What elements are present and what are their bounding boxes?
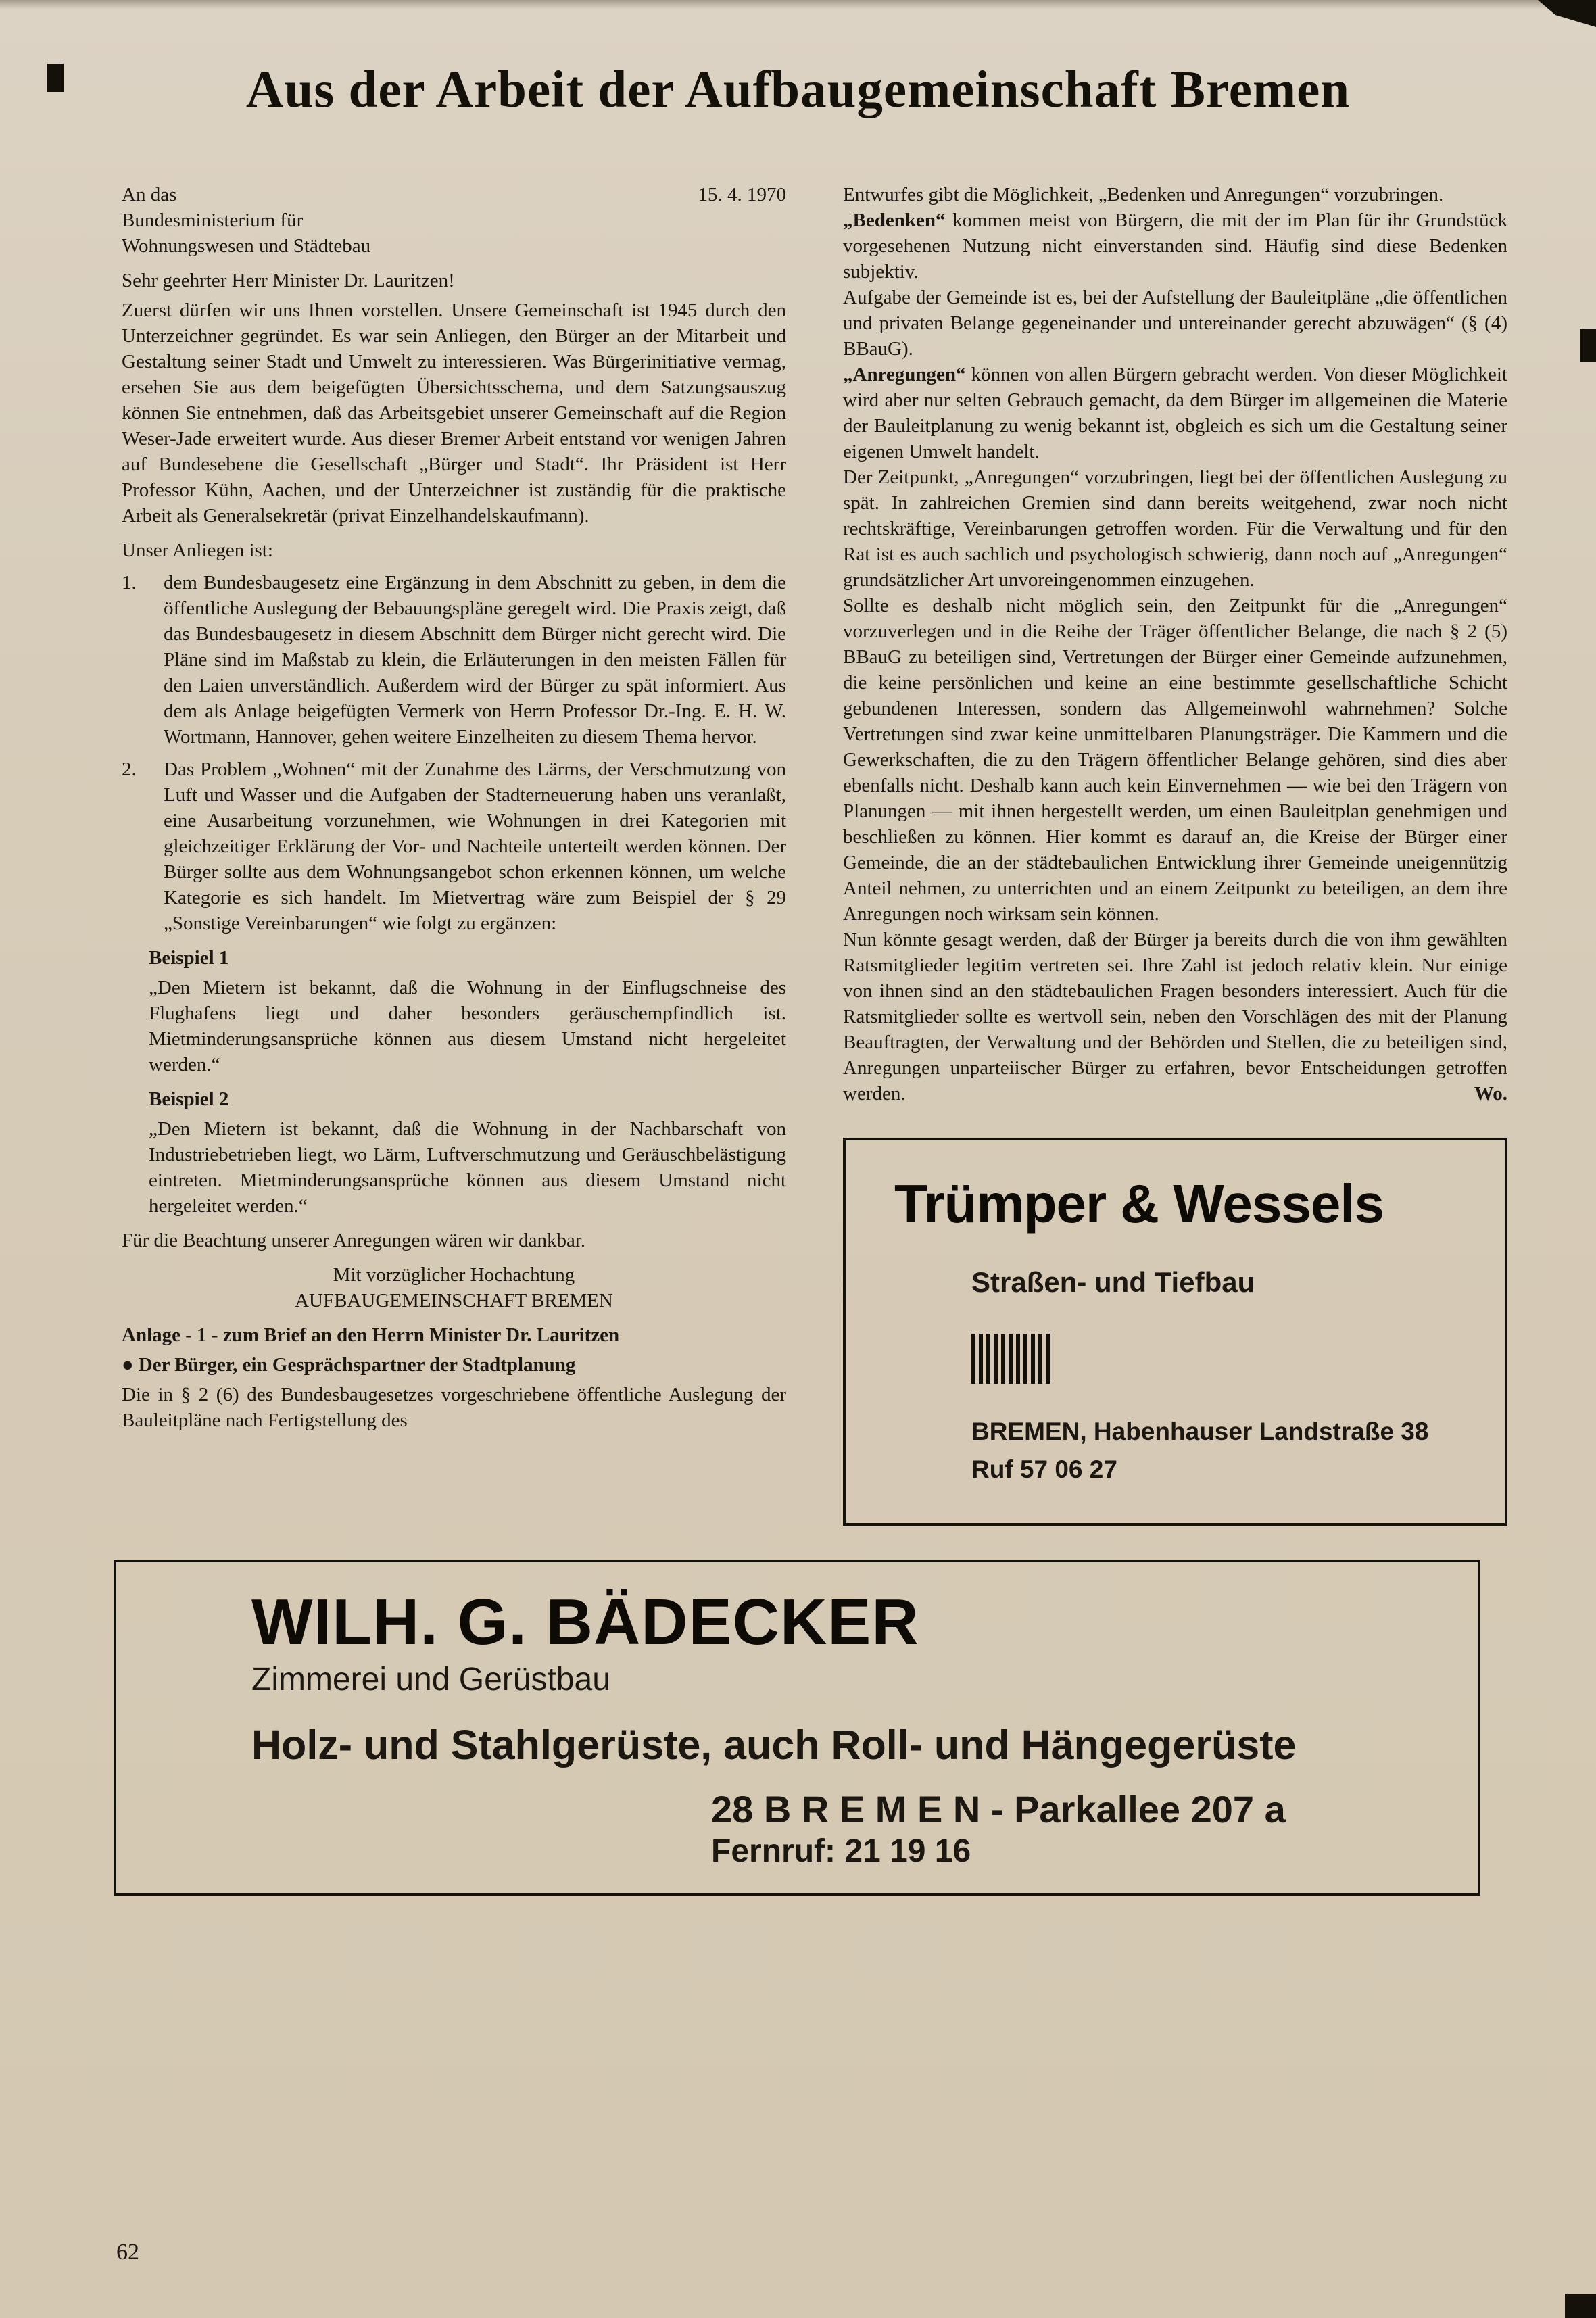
article-paragraph: Entwurfes gibt die Möglichkeit, „Bedenken und Anregungen“ vorzubringen. (843, 184, 1444, 206)
ad-tagline: Straßen- und Tiefbau (971, 1266, 1255, 1298)
list-item (122, 756, 786, 936)
ad-phone: Ruf 57 06 27 (971, 1455, 1117, 1483)
list-item-number: 2. (122, 758, 137, 780)
concern-heading: Unser Anliegen ist: (122, 539, 273, 561)
article-paragraph: Sollte es deshalb nicht möglich sein, den Zeitpunkt für die „Anregungen“ vorzuverlegen und in die Reihe der Träger öffentlicher Belange, die nach § 2 (5) BBauG zu beteiligen sind, Vertretungen der Bürger einer Gemeinde aufzunehmen, die keine persönlichen und keine an eine bestimmte gesellschaftliche Schicht gebundenen Interessen, sondern das Allgemeinwohl wahrnehmen? Solche Vertretungen sind zwar keine unmittelbaren Planungsträger. Die Kammern und die Gewerkschaften, die zu den Trägern öffentlicher Belange gehören, sind dies aber ebenfalls nicht. Deshalb kann auch kein Einvernehmen — wie bei den Trägern von Planungen — mit ihnen hergestellt werden, um einen Bauleitplan genehmigen und beschließen zu können. Hier kommt es darauf an, die Kreise der Bürger einer Gemeinde, die an der städtebaulichen Entwicklung ihrer Gemeinde uneigennützig Anteil nehmen, zu unterrichten und an einem Zeitpunkt zu beteiligen, an dem ihre Anregungen noch wirksam sein können. (843, 595, 1507, 925)
letter-intro-paragraph: Zuerst dürfen wir uns Ihnen vorstellen. Unsere Gemeinschaft ist 1945 durch den Unterzeichner gegründet. Es war sein Anliegen, den Bürger an der Mitarbeit und Gestaltung seiner Stadt und Umwelt zu interessieren. Was Bürgerinitiative vermag, ersehen Sie aus dem beigefügten Übersichtsschema, und dem Satzungsauszug können Sie entnehmen, daß das Arbeitsgebiet unserer Gemeinschaft auf die Region Weser-Jade erweitert wurde. Aus dieser Bremer Arbeit entstand vor wenigen Jahren auf Bundesebene die Gesellschaft „Bürger und Stadt“. Ihr Präsident ist Herr Professor Kühn, Aachen, und der Unterzeichner ist zuständig für die praktische Arbeit als Generalsekretär (privat Einzelhandelskaufmann). (122, 299, 786, 527)
closing-line: Mit vorzüglicher Hochachtung (333, 1264, 575, 1286)
example2-text: „Den Mietern ist bekannt, daß die Wohnung in der Nachbarschaft von Industriebetrieben liegt, wo Lärm, Luftverschmutzung und Geräuschbelästigung eintreten. Mietminderungsansprüche können aus diesem Umstand nicht hergeleitet werden.“ (149, 1118, 786, 1217)
left-column (122, 182, 786, 1433)
author-initials: Wo. (1474, 1083, 1507, 1105)
page-title: Aus der Arbeit der Aufbaugemeinschaft Bremen (245, 60, 1351, 118)
article-paragraph: Aufgabe der Gemeinde ist es, bei der Aufstellung der Bauleitpläne „die öffentlichen und privaten Belange gegeneinander und untereinander gerecht abzuwägen“ (§ (4) BBauG). (843, 287, 1507, 360)
ad-company-name: WILH. G. BÄDECKER (251, 1586, 919, 1658)
letter-date: 15. 4. 1970 (698, 184, 786, 206)
two-column-body (0, 120, 1596, 1526)
scan-artifact-bottom-right (1565, 2294, 1596, 2318)
addressee-line: An das (122, 184, 177, 206)
addressee-line: Wohnungswesen und Städtebau (122, 235, 371, 257)
list-item-number: 1. (122, 572, 137, 594)
ad-phone: Fernruf: 21 19 16 (711, 1833, 971, 1869)
ad-address: BREMEN, Habenhauser Landstraße 38 (971, 1418, 1429, 1445)
salutation: Sehr geehrter Herr Minister Dr. Lauritzen! (122, 270, 455, 291)
masthead (0, 0, 1596, 120)
ad-subtitle: Zimmerei und Gerüstbau (251, 1662, 610, 1697)
paragraph-text: kommen meist von Bürgern, die mit der im Plan für ihr Grundstück vorgesehenen Nutzung nicht einverstanden sind. Häufig sind diese Bedenken subjektiv. (843, 210, 1507, 283)
example1-text: „Den Mietern ist bekannt, daß die Wohnung in der Einflugschneise des Flughafens liegt und daher besonders geräuschempfindlich ist. Mietminderungsansprüche können aus diesem Umstand nicht hergeleitet werden.“ (149, 977, 786, 1076)
attachment-body: Die in § 2 (6) des Bundesbaugesetzes vorgeschriebene öffentliche Auslegung der Bauleitpläne nach Fertigstellung des (122, 1384, 786, 1431)
addressee-line: Bundesministerium für (122, 210, 304, 231)
thanks-line: Für die Beachtung unserer Anregungen wären wir dankbar. (122, 1230, 586, 1251)
ad-products-line: Holz- und Stahlgerüste, auch Roll- und Hängegerüste (251, 1722, 1297, 1768)
article-paragraph (843, 927, 1507, 1107)
paragraph-text: können von allen Bürgern gebracht werden. Von dieser Möglichkeit wird aber nur selten Gebrauch gemacht, da dem Bürger im allgemeinen die Materie der Bauleitplanung zu wenig bekannt ist, obgleich es sich um die Gestaltung seiner eigenen Umwelt handelt. (843, 364, 1507, 462)
ad-truemper-wessels (843, 1138, 1507, 1526)
vertical-bars-logo-icon (971, 1334, 1050, 1384)
ad-company-name: Trümper & Wessels (894, 1174, 1384, 1234)
bold-lead: „Anregungen“ (843, 364, 966, 385)
example1-heading: Beispiel 1 (149, 947, 229, 969)
bold-lead: „Bedenken“ (843, 210, 946, 231)
right-column (843, 182, 1507, 1526)
article-paragraph: Der Zeitpunkt, „Anregungen“ vorzubringen, liegt bei der öffentlichen Auslegung zu spät. In zahlreichen Gremien sind dann bereits weitgehend, zwar noch nicht rechtskräftige, Vereinbarungen getroffen worden. Für die Verwaltung und für den Rat ist es auch sachlich und psychologisch schwierig, dann noch auf „Anregungen“ grundsätzlicher Art unvoreingenommen einzugehen. (843, 466, 1507, 591)
paragraph-text: Nun könnte gesagt werden, daß der Bürger ja bereits durch die von ihm gewählten Ratsmitglieder legitim vertreten sei. Ihre Zahl ist jedoch relativ klein. Nur einige von ihnen sind an den städtebaulichen Fragen besonders interessiert. Auch für die Ratsmitglieder sollte es wertvoll sein, neben den Vorschlägen des mit der Planung Beauftragten, der Verwaltung und der Behörden und Stellen, die zu beteiligen sind, Anregungen unparteiischer Bürger zu erfahren, bevor Entscheidungen getroffen werden. (843, 929, 1507, 1105)
scan-artifact-right-edge (1580, 329, 1596, 362)
attachment-subtitle-text: Der Bürger, ein Gesprächspartner der Stadtplanung (138, 1354, 576, 1376)
list-item-text: dem Bundesbaugesetz eine Ergänzung in dem Abschnitt zu geben, in dem die öffentliche Auslegung der Bebauungspläne geregelt wird. Die Praxis zeigt, daß das Bundesbaugesetz in diesem Abschnitt dem Bürger nicht gerecht wird. Die Pläne sind im Maßstab zu klein, die Erläuterungen in den meisten Fällen für den Laien unverständlich. Außerdem wird der Bürger zu spät informiert. Aus dem als Anlage beigefügten Vermerk von Herrn Professor Dr.-Ing. E. H. W. Wortmann, Hannover, gehen weitere Einzelheiten zu diesem Thema hervor. (164, 572, 786, 748)
bullet-icon: ● (122, 1354, 134, 1376)
article-paragraph (843, 208, 1507, 285)
address-date-row (122, 182, 786, 208)
example2-heading: Beispiel 2 (149, 1088, 229, 1110)
page-number: 62 (116, 2240, 139, 2265)
list-item-text: Das Problem „Wohnen“ mit der Zunahme des Lärms, der Verschmutzung von Luft und Wasser und die Aufgaben der Stadterneuerung haben uns veranlaßt, eine Ausarbeitung vorzunehmen, wie Wohnungen in drei Kategorien mit gleichzeitiger Erklärung der Vor- und Nachteile unterteilt werden können. Der Bürger sollte aus dem Wohnungsangebot schon erkennen können, um welche Kategorie es sich handelt. Im Mietvertrag wäre zum Beispiel der § 29 „Sonstige Vereinbarungen“ wie folgt zu ergänzen: (164, 758, 786, 934)
attachment-title: Anlage - 1 - zum Brief an den Herrn Minister Dr. Lauritzen (122, 1324, 620, 1346)
scan-artifact-top-left (47, 64, 64, 92)
attachment-subtitle (122, 1352, 786, 1378)
signature-line: AUFBAUGEMEINSCHAFT BREMEN (295, 1290, 613, 1311)
ad-address: 28 B R E M E N - Parkallee 207 a (711, 1788, 1286, 1831)
list-item (122, 570, 786, 750)
article-paragraph (843, 362, 1507, 464)
ad-baedecker (114, 1560, 1480, 1896)
